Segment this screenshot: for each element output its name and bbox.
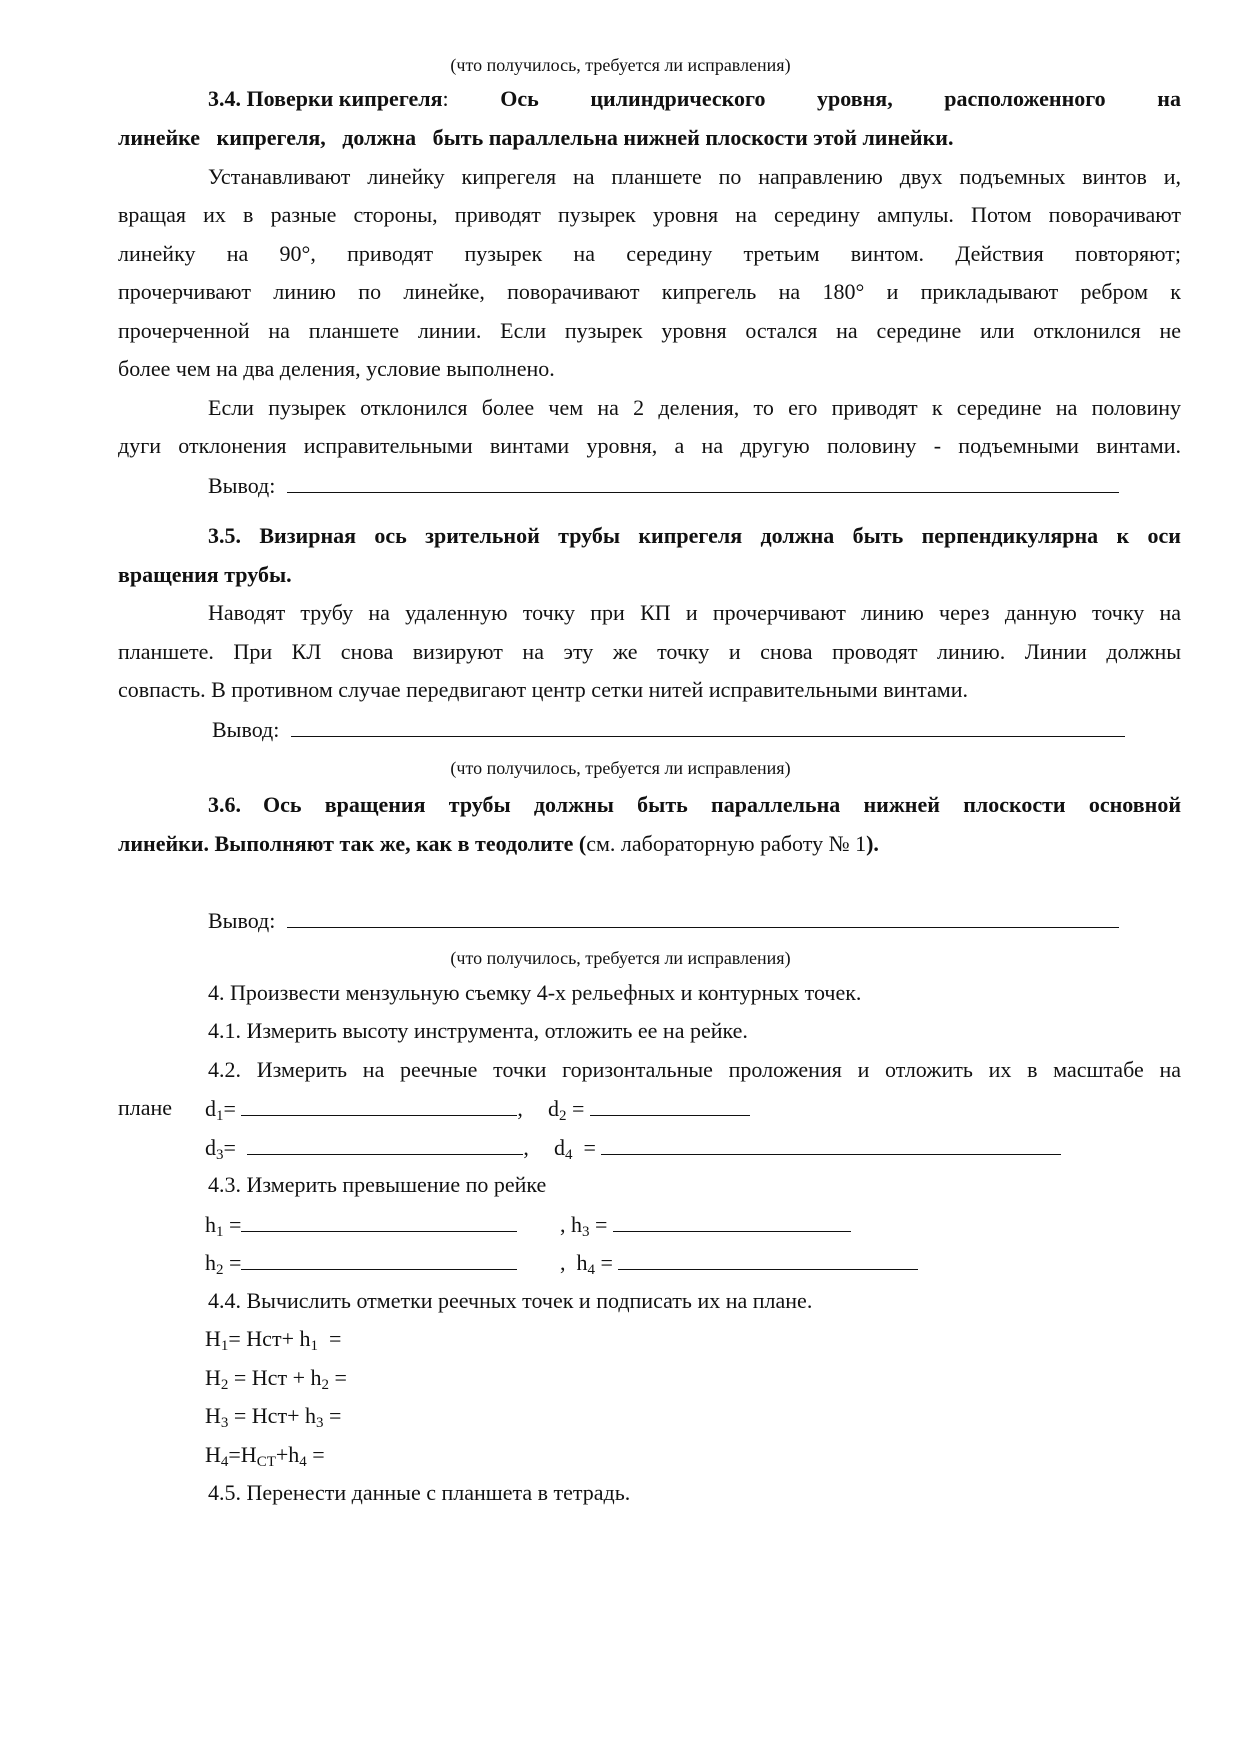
h1-label: $h_1$ =	[205, 1212, 242, 1240]
h1-field[interactable]	[241, 1211, 517, 1232]
formula-h1: $H_1= Нст+ h_1$ =	[205, 1326, 342, 1354]
d2-label: $d_2$ =	[548, 1096, 585, 1124]
paragraph-line: совпасть. В противном случае передвигают центр сетки нитей исправительными винтами.	[118, 677, 968, 702]
conclusion-row	[208, 907, 1119, 934]
section-4-4: 4.4. Вычислить отметки реечных точек и подписать их на плане.	[208, 1288, 813, 1313]
paragraph-line: Если пузырек отклонился более чем на 2 деления, то его приводят к середине на половину	[208, 395, 1181, 420]
heading-word: цилиндрического	[590, 86, 766, 111]
section-3-6-heading-line2: линейки. Выполняют так же, как в теодолите (см. лабораторную работу № 1).	[118, 831, 879, 856]
conclusion-blank-field[interactable]	[291, 716, 1125, 737]
formula-h4: $H_4=H_{СТ}+h_4$ =	[205, 1442, 325, 1470]
h3-row: , $h_3$ =	[560, 1211, 851, 1238]
d3-row: $d_3=$ ,	[205, 1135, 529, 1163]
section-4-2: 4.2. Измерить на реечные точки горизонтальные проложения и отложить их в масштабе на	[208, 1057, 1181, 1082]
section-3-5-heading: 3.5. Визирная ось зрительной трубы кипрегеля должна быть перпендикулярна к оси	[208, 523, 1181, 548]
paragraph-line: дуги отклонения исправительными винтами уровня, а на другую половину - подъемными винтами.	[118, 433, 1181, 458]
d4-field[interactable]	[601, 1134, 1061, 1155]
conclusion-row	[212, 716, 1125, 743]
conclusion-blank-field[interactable]	[287, 907, 1119, 928]
formula-h3: $H_3 = Нст+ h_3$ =	[205, 1403, 342, 1431]
conclusion-label: Вывод:	[208, 473, 276, 498]
d2-field[interactable]	[590, 1095, 750, 1116]
conclusion-label: Вывод:	[212, 717, 280, 742]
conclusion-blank-field[interactable]	[287, 472, 1119, 493]
conclusion-label: Вывод:	[208, 908, 276, 933]
paragraph-line: более чем на два деления, условие выполнено.	[118, 356, 555, 381]
paragraph-line: вращая их в разные стороны, приводят пузырек уровня на середину ампулы. Потом поворачивают	[118, 202, 1181, 227]
h2-field[interactable]	[241, 1249, 517, 1270]
section-3-5-heading-line2: вращения трубы.	[118, 562, 292, 587]
d4-label: $d_4$ =	[554, 1135, 596, 1163]
h4-field[interactable]	[618, 1249, 918, 1270]
h3-label: $h_3$ =	[571, 1212, 608, 1240]
h2-label: $h_2$ =	[205, 1250, 242, 1278]
section-4-title: 4. Произвести мензульную съемку 4-х рельефных и контурных точек.	[208, 980, 862, 1005]
section-3-4-heading-line2: линейке кипрегеля, должна быть параллельна нижней плоскости этой линейки.	[118, 125, 954, 150]
d2-row	[548, 1095, 750, 1122]
d1-field[interactable]	[241, 1095, 517, 1116]
d1-row: $d_1=$ ,	[205, 1096, 523, 1124]
section-3-4-heading	[208, 86, 1181, 112]
heading-word: Ось	[500, 86, 539, 111]
plane-label: плане	[118, 1095, 173, 1120]
h3-field[interactable]	[613, 1211, 851, 1232]
h4-row: , $h_4$ =	[560, 1249, 918, 1276]
caption-note: (что получилось, требуется ли исправления)	[450, 55, 791, 75]
h2-row	[205, 1249, 517, 1276]
paragraph-line: прочерчивают линию по линейке, поворачивают кипрегель на 180° и прикладывают ребром к	[118, 279, 1181, 304]
heading-text: 3.4. Поверки кипрегеля:	[208, 86, 449, 111]
section-3-6-heading: 3.6. Ось вращения трубы должны быть параллельна нижней плоскости основной	[208, 792, 1181, 817]
section-4-1: 4.1. Измерить высоту инструмента, отложить ее на рейке.	[208, 1018, 748, 1043]
d4-row	[554, 1134, 1061, 1161]
paragraph-line: прочерченной на планшете линии. Если пузырек уровня остался на середине или отклонился не	[118, 318, 1181, 343]
h4-label: $h_4$ =	[576, 1250, 613, 1278]
heading-word: на	[1157, 86, 1181, 111]
paragraph-line: планшете. При КЛ снова визируют на эту же точку и снова проводят линию. Линии должны	[118, 639, 1181, 664]
h1-row	[205, 1211, 517, 1238]
d3-label: $d_3=$	[205, 1135, 236, 1163]
formula-h2: $H_2$ = Нст + $h_2$ =	[205, 1365, 347, 1393]
conclusion-row	[208, 472, 1119, 499]
paragraph-line: Наводят трубу на удаленную точку при КП и прочерчивают линию через данную точку на	[208, 600, 1181, 625]
paragraph-line: линейку на 90°, приводят пузырек на середину третьим винтом. Действия повторяют;	[118, 241, 1181, 266]
heading-word: расположенного	[944, 86, 1106, 111]
section-4-5: 4.5. Перенести данные с планшета в тетрадь.	[208, 1480, 631, 1505]
caption-note: (что получилось, требуется ли исправления)	[450, 948, 791, 968]
caption-note: (что получилось, требуется ли исправления)	[450, 758, 791, 778]
section-4-3: 4.3. Измерить превышение по рейке	[208, 1172, 547, 1197]
paragraph-line: Устанавливают линейку кипрегеля на планшете по направлению двух подъемных винтов и,	[208, 164, 1181, 189]
d3-field[interactable]	[247, 1134, 523, 1155]
heading-word: уровня,	[817, 86, 893, 111]
d1-label: $d_1=$	[205, 1096, 236, 1124]
